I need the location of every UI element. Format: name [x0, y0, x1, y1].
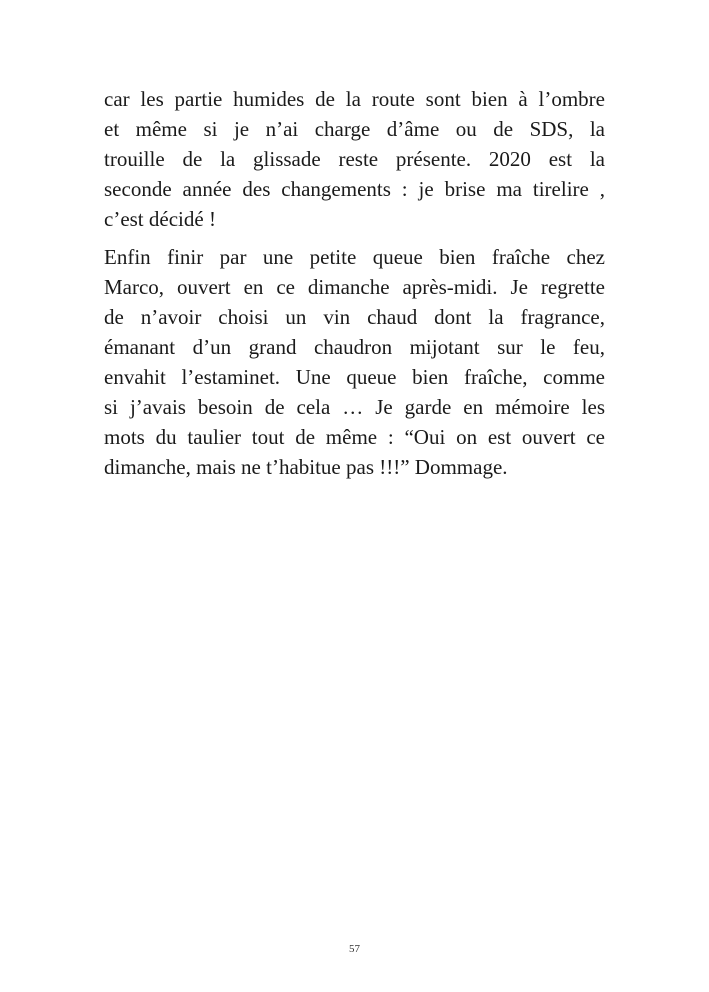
paragraph-line: c’est décidé !	[104, 207, 216, 231]
paragraph-1	[104, 84, 605, 234]
paragraph-line: et même si je n’ai charge d’âme ou de SDS, la	[104, 117, 605, 141]
paragraph-line: car les partie humides de la route sont bien à l’ombre	[104, 87, 605, 111]
paragraph-line: envahit l’estaminet. Une queue bien fraîche, comme	[104, 365, 605, 389]
paragraph-line: mots du taulier tout de même : “Oui on est ouvert ce	[104, 425, 605, 449]
paragraph-2	[104, 242, 605, 482]
body-text	[104, 84, 605, 482]
paragraph-line: trouille de la glissade reste présente. 2020 est la	[104, 147, 605, 171]
paragraph-line: seconde année des changements : je brise ma tirelire ,	[104, 177, 605, 201]
page-number: 57	[349, 943, 360, 955]
paragraph-line: Marco, ouvert en ce dimanche après-midi. Je regrette	[104, 275, 605, 299]
paragraph-line: de n’avoir choisi un vin chaud dont la fragrance,	[104, 305, 605, 329]
paragraph-line: Enfin finir par une petite queue bien fraîche chez	[104, 245, 605, 269]
paragraph-line: émanant d’un grand chaudron mijotant sur le feu,	[104, 335, 605, 359]
paragraph-line: si j’avais besoin de cela … Je garde en mémoire les	[104, 395, 605, 419]
paragraph-line: dimanche, mais ne t’habitue pas !!!” Dommage.	[104, 455, 508, 479]
